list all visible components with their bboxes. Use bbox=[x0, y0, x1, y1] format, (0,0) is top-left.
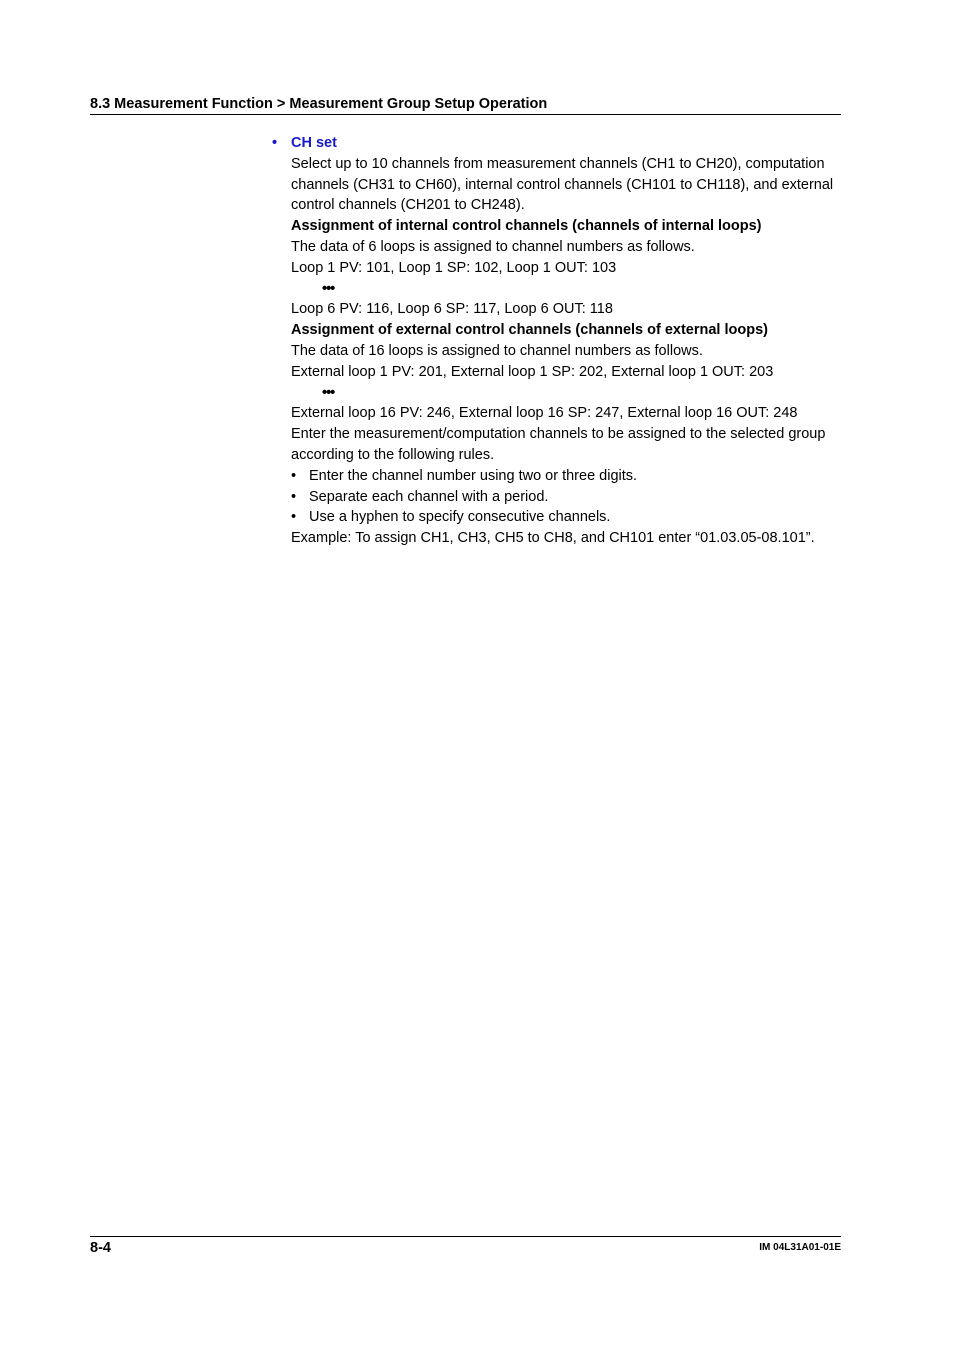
rule-bullet: • bbox=[291, 467, 297, 484]
section-bullet: • bbox=[272, 135, 278, 151]
intro-paragraph: Select up to 10 channels from measurement channels (CH1 to CH20), computation channels (CH31 to CH60), internal control channels (CH101 to CH118), and external control channels (CH201 to CH248). bbox=[291, 155, 834, 214]
rule-item bbox=[291, 507, 841, 528]
header-divider bbox=[90, 114, 841, 115]
rule-item bbox=[291, 487, 841, 508]
page-header-title: 8.3 Measurement Function > Measurement Group Setup Operation bbox=[90, 96, 548, 112]
external-ellipsis: ••• bbox=[322, 384, 335, 401]
example-text: Example: To assign CH1, CH3, CH5 to CH8, and CH101 enter “01.03.05-08.101”. bbox=[291, 530, 815, 547]
internal-first-loop: Loop 1 PV: 101, Loop 1 SP: 102, Loop 1 OUT: 103 bbox=[291, 259, 617, 276]
rule-text: Enter the channel number using two or three digits. bbox=[309, 467, 638, 484]
external-heading: Assignment of external control channels (channels of external loops) bbox=[291, 322, 768, 339]
rule-bullet: • bbox=[291, 509, 297, 526]
internal-heading: Assignment of internal control channels (channels of internal loops) bbox=[291, 218, 762, 235]
footer-divider bbox=[90, 1236, 841, 1237]
external-last-loop: External loop 16 PV: 246, External loop 16 SP: 247, External loop 16 OUT: 248 bbox=[291, 405, 798, 422]
rule-bullet: • bbox=[291, 488, 297, 505]
section-title: CH set bbox=[291, 135, 337, 151]
rules-intro: Enter the measurement/computation channels to be assigned to the selected group according to the following rules. bbox=[291, 426, 826, 463]
section-heading bbox=[272, 133, 841, 154]
internal-ellipsis: ••• bbox=[322, 280, 335, 297]
document-id: IM 04L31A01-01E bbox=[759, 1242, 841, 1253]
internal-last-loop: Loop 6 PV: 116, Loop 6 SP: 117, Loop 6 OUT: 118 bbox=[291, 301, 613, 318]
rule-text: Separate each channel with a period. bbox=[309, 488, 549, 505]
external-description: The data of 16 loops is assigned to channel numbers as follows. bbox=[291, 342, 703, 359]
external-first-loop: External loop 1 PV: 201, External loop 1 SP: 202, External loop 1 OUT: 203 bbox=[291, 363, 774, 380]
rule-text: Use a hyphen to specify consecutive channels. bbox=[309, 509, 611, 526]
internal-description: The data of 6 loops is assigned to channel numbers as follows. bbox=[291, 238, 695, 255]
page-number: 8-4 bbox=[90, 1240, 111, 1256]
main-content bbox=[272, 133, 841, 549]
rule-item bbox=[291, 466, 841, 487]
